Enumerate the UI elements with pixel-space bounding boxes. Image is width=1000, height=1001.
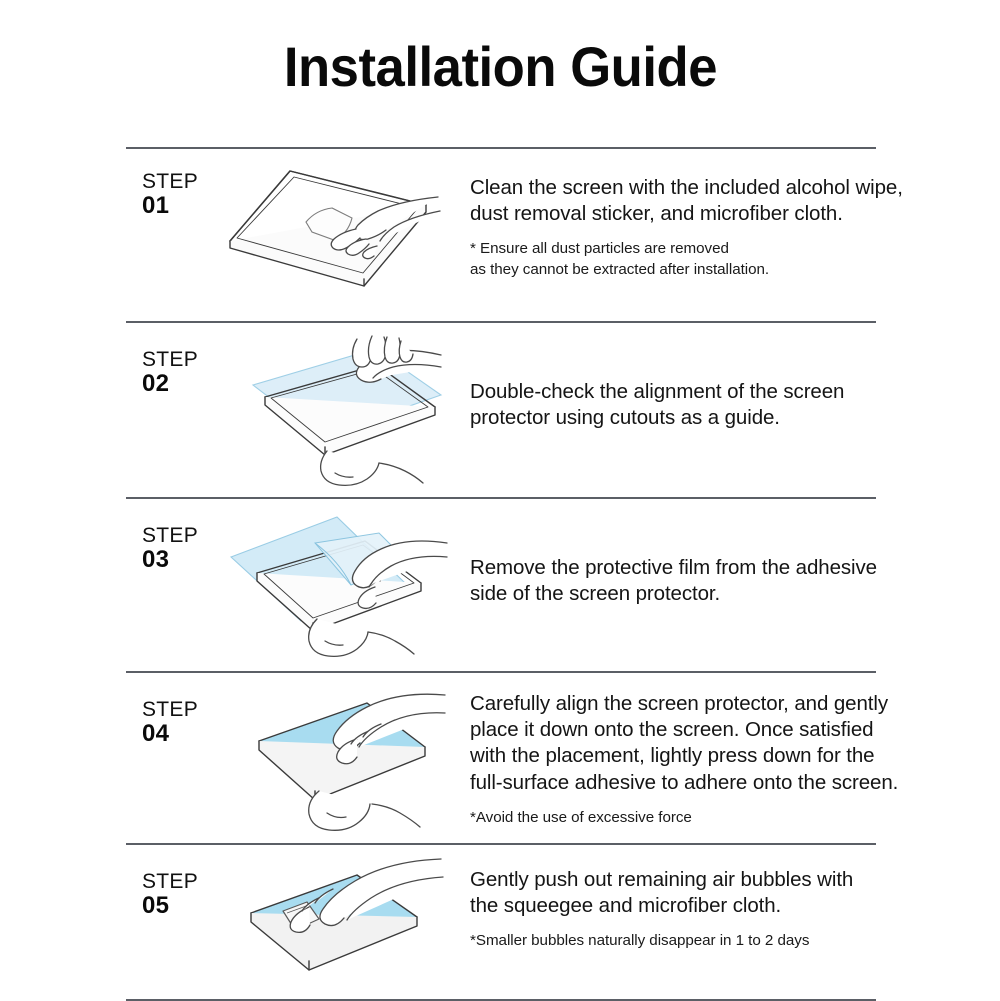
step-body-line: dust removal sticker, and microfiber cloth.: [470, 202, 843, 226]
step-word: STEP: [142, 870, 199, 893]
step-notes-01: [470, 239, 903, 279]
step-text-03: [460, 499, 877, 607]
step-number: 03: [142, 545, 170, 573]
step-body-line: place it down onto the screen. Once satisfied: [470, 718, 874, 742]
step-word: STEP: [142, 698, 199, 721]
step-body-line: Carefully align the screen protector, and gently: [470, 692, 888, 715]
step-label-02: [126, 323, 198, 396]
step-row: [126, 149, 903, 321]
step-text-04: [460, 673, 898, 828]
step-illustration-05: [198, 845, 460, 995]
step-note: * Ensure all dust particles are removed: [470, 240, 729, 258]
step-note: *Smaller bubbles naturally disappear in 1 to 2 days: [470, 932, 810, 950]
step-body-line: full-surface adhesive to adhere onto the screen.: [470, 770, 899, 794]
step-word: STEP: [142, 348, 199, 371]
step-illustration-02: [198, 323, 460, 489]
step-body-line: side of the screen protector.: [470, 582, 721, 606]
step-row: [126, 845, 876, 999]
step-text-05: [460, 845, 876, 952]
step-illustration-01: [198, 149, 460, 299]
step-word: STEP: [142, 170, 199, 193]
step-body-line: Gently push out remaining air bubbles with: [470, 868, 854, 891]
step-number: 04: [142, 719, 170, 747]
page-header: [0, 0, 1000, 132]
step-note: *Avoid the use of excessive force: [470, 808, 692, 826]
step-row: [126, 499, 876, 671]
page-title: Installation Guide: [283, 34, 717, 98]
step-body-line: with the placement, lightly press down for the: [470, 744, 875, 768]
step-label-03: [126, 499, 198, 572]
installation-steps: [126, 147, 903, 1001]
step-illustration-04: [198, 673, 460, 831]
step-notes-05: [470, 931, 876, 951]
step-body-line: Remove the protective film from the adhesive: [470, 556, 877, 579]
step-label-05: [126, 845, 198, 918]
step-body-line: Double-check the alignment of the screen: [470, 380, 845, 403]
step-label-04: [126, 673, 198, 746]
step-number: 05: [142, 891, 170, 919]
step-illustration-03: [198, 499, 460, 659]
step-row: [126, 673, 899, 843]
step-body-line: the squeegee and microfiber cloth.: [470, 894, 782, 918]
step-number: 01: [142, 191, 170, 219]
step-notes-04: [470, 808, 898, 828]
step-word: STEP: [142, 524, 199, 547]
step-body-line: protector using cutouts as a guide.: [470, 406, 780, 430]
step-text-01: [460, 149, 903, 280]
step-note: as they cannot be extracted after installation.: [470, 260, 770, 278]
step-label-01: [126, 149, 198, 218]
step-body-line: Clean the screen with the included alcohol wipe,: [470, 176, 903, 199]
step-number: 02: [142, 369, 170, 397]
step-row: [126, 323, 876, 497]
step-text-02: [460, 323, 876, 431]
